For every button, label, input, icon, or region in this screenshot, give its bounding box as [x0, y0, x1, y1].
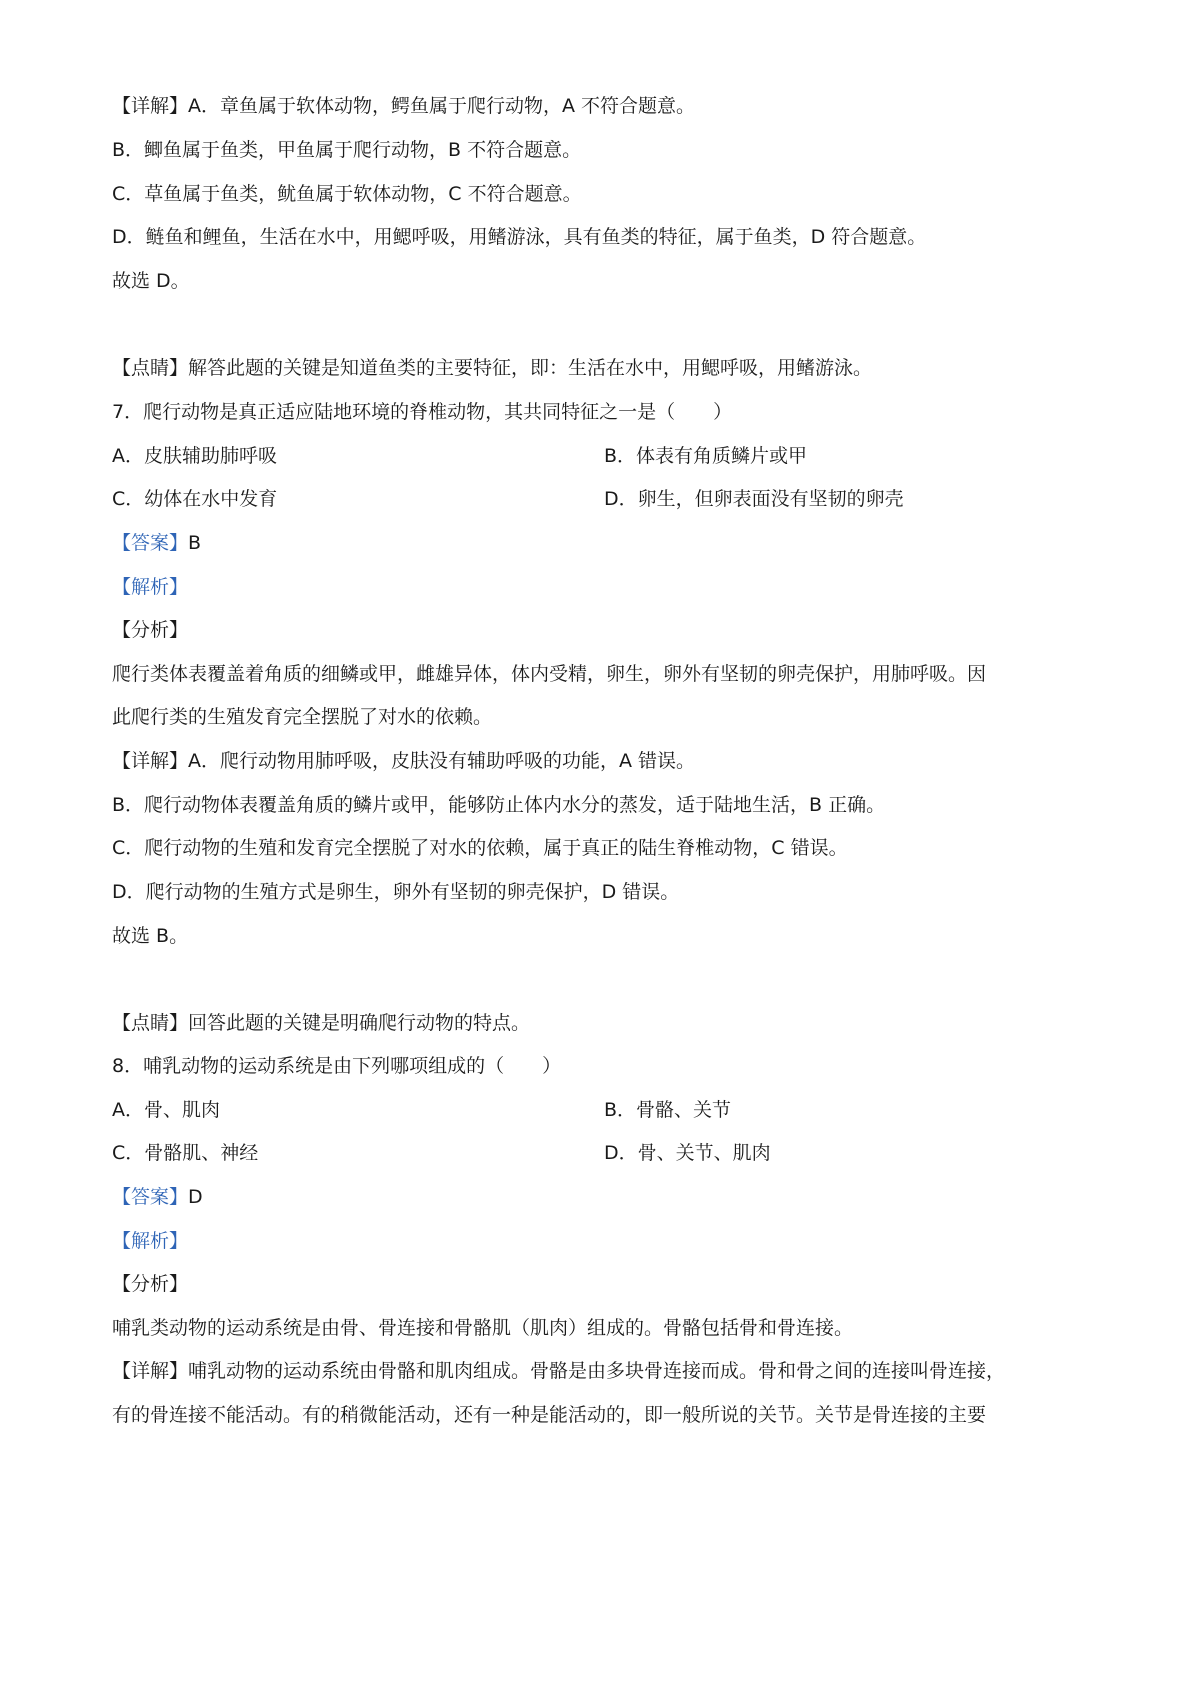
q8-option-b: B．骨骼、关节 [604, 1099, 732, 1121]
q7-option-b: B．体表有角质鳞片或甲 [604, 445, 808, 467]
q6-detail-label: 【详解】 [112, 95, 189, 117]
q7-tip-label: 【点睛】 [112, 1012, 189, 1034]
q8-answer-label: 【答案】 [112, 1186, 189, 1208]
q8-detail-line2: 有的骨连接不能活动。有的稍微能活动，还有一种是能活动的，即一般所说的关节。关节是骨连接的主要 [112, 1404, 987, 1426]
q8-option-a: A．骨、肌肉 [112, 1099, 220, 1121]
q7-answer [112, 529, 1102, 557]
q7-option-a: A．皮肤辅助肺呼吸 [112, 445, 277, 467]
q6-tip-label: 【点睛】 [112, 357, 189, 379]
q6-detail-b: B．鲫鱼属于鱼类，甲鱼属于爬行动物，B 不符合题意。 [112, 139, 582, 161]
q6-detail-d: D．鲢鱼和鲤鱼，生活在水中，用鳃呼吸，用鳍游泳，具有鱼类的特征，属于鱼类，D 符合题意。 [112, 226, 927, 248]
q8-fenxi-label: 【分析】 [112, 1273, 189, 1295]
q8-option-c: C．骨骼肌、神经 [112, 1142, 259, 1164]
q7-detail-d: D．爬行动物的生殖方式是卵生，卵外有坚韧的卵壳保护，D 错误。 [112, 881, 680, 903]
q6-choice: 故选 D。 [112, 270, 190, 292]
q7-tip: 【点睛】回答此题的关键是明确爬行动物的特点。 [112, 1012, 531, 1034]
q8-detail-label: 【详解】 [112, 1360, 189, 1382]
q7-detail-b: B．爬行动物体表覆盖角质的鳞片或甲，能够防止体内水分的蒸发，适于陆地生活，B 正确。 [112, 794, 886, 816]
q7-answer-label: 【答案】 [112, 532, 189, 554]
q8-fenxi-line1: 哺乳类动物的运动系统是由骨、骨连接和骨骼肌（肌肉）组成的。骨骼包括骨和骨连接。 [112, 1317, 854, 1339]
q6-detail-c: C．草鱼属于鱼类，鱿鱼属于软体动物，C 不符合题意。 [112, 183, 582, 205]
q8-detail-line1: 【详解】哺乳动物的运动系统由骨骼和肌肉组成。骨骼是由多块骨连接而成。骨和骨之间的连接叫骨连接， [112, 1360, 1006, 1382]
q7-fenxi-line1: 爬行类体表覆盖着角质的细鳞或甲，雌雄异体，体内受精，卵生，卵外有坚韧的卵壳保护，用肺呼吸。因 [112, 663, 987, 685]
q8-analysis-label: 【解析】 [112, 1230, 189, 1252]
q7-choice: 故选 B。 [112, 925, 189, 947]
q7-option-c: C．幼体在水中发育 [112, 488, 278, 510]
q7-detail-label: 【详解】 [112, 750, 189, 772]
q7-detail-c: C．爬行动物的生殖和发育完全摆脱了对水的依赖，属于真正的陆生脊椎动物，C 错误。 [112, 837, 848, 859]
q7-stem: 7．爬行动物是真正适应陆地环境的脊椎动物，其共同特征之一是（ ） [112, 401, 733, 423]
q6-tip: 【点睛】解答此题的关键是知道鱼类的主要特征，即：生活在水中，用鳃呼吸，用鳍游泳。 [112, 357, 873, 379]
q7-detail-a: 【详解】A．爬行动物用肺呼吸，皮肤没有辅助呼吸的功能，A 错误。 [112, 750, 696, 772]
q8-option-d: D．骨、关节、肌肉 [604, 1142, 771, 1164]
q7-fenxi-label: 【分析】 [112, 619, 189, 641]
q7-answer-value: B [188, 532, 202, 554]
q8-answer-value: D [188, 1186, 203, 1208]
q7-analysis-label: 【解析】 [112, 576, 189, 598]
q7-fenxi-line2: 此爬行类的生殖发育完全摆脱了对水的依赖。 [112, 706, 493, 728]
q6-detail-a: 【详解】A．章鱼属于软体动物，鳄鱼属于爬行动物，A 不符合题意。 [112, 95, 696, 117]
q7-option-d: D．卵生，但卵表面没有坚韧的卵壳 [604, 488, 904, 510]
q8-stem: 8．哺乳动物的运动系统是由下列哪项组成的（ ） [112, 1055, 562, 1077]
q8-answer [112, 1183, 1102, 1211]
